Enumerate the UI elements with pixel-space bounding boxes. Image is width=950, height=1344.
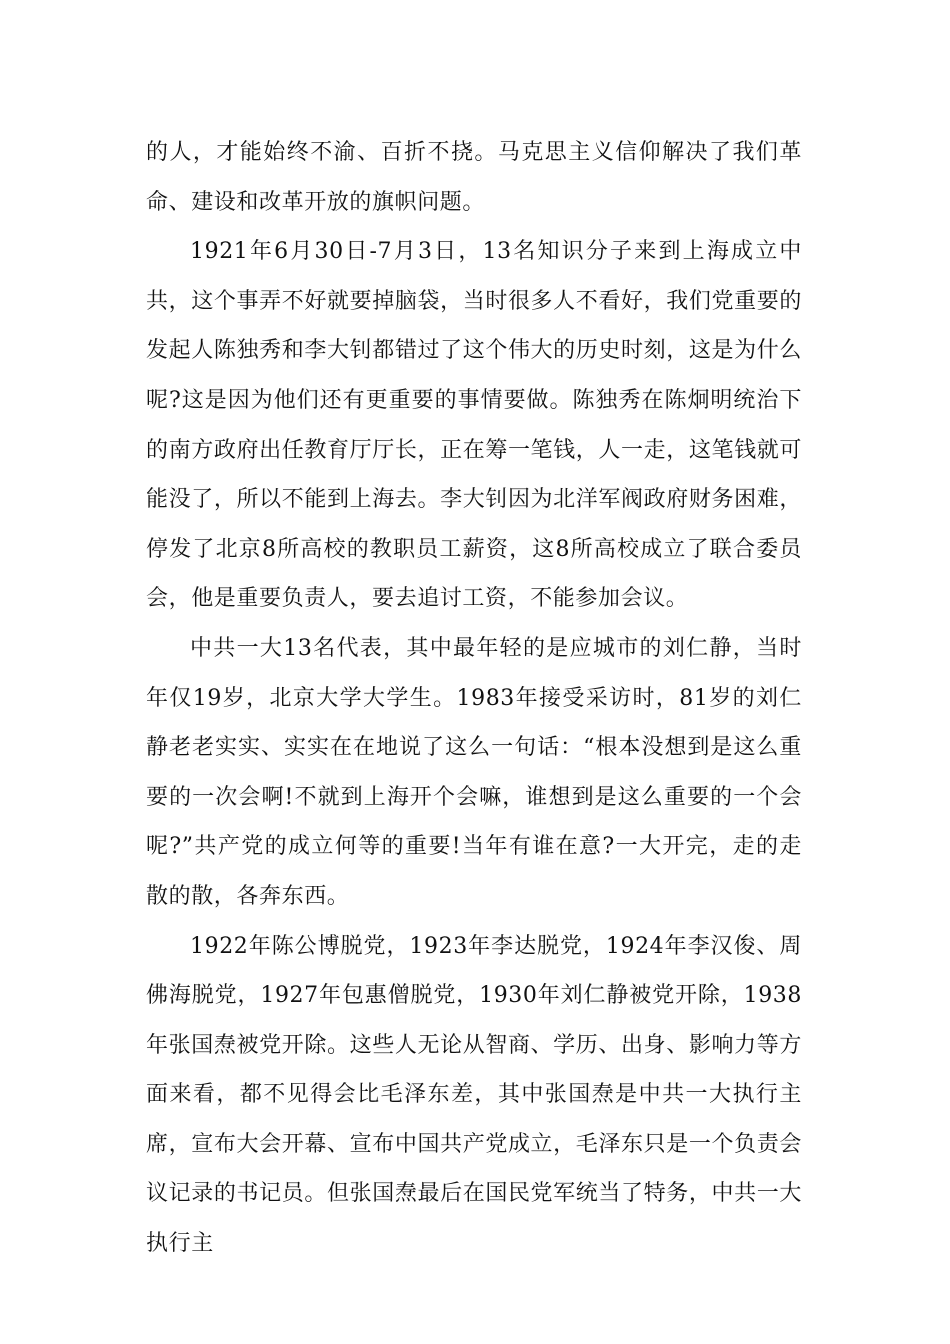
paragraph-2: 1921年6月30日-7月3日，13名知识分子来到上海成立中共，这个事弄不好就要掉脑袋，当时很多人不看好，我们党重要的发起人陈独秀和李大钊都错过了这个伟大的历史时刻，这是为什么呢?这是因为他们还有更重要的事情要做。陈独秀在陈炯明统治下的南方政府出任教育厅厅长，正在筹一笔钱，人一走，这笔钱就可能没了，所以不能到上海去。李大钊因为北洋军阀政府财务困难，停发了北京8所高校的教职员工薪资，这8所高校成立了联合委员会，他是重要负责人，要去追讨工资，不能参加会议。 xyxy=(146,239,802,612)
paragraph-3: 中共一大13名代表，其中最年轻的是应城市的刘仁静，当时年仅19岁，北京大学大学生。1983年接受采访时，81岁的刘仁静老老实实、实实在在地说了这么一句话：“根本没想到是这么重要的一次会啊!不就到上海开个会嘛，谁想到是这么重要的一个会呢?”共产党的成立何等的重要!当年有谁在意?一大开完，走的走散的散，各奔东西。 xyxy=(146,635,802,909)
document-body xyxy=(146,128,802,1269)
paragraph-1: 的人，才能始终不渝、百折不挠。马克思主义信仰解决了我们革命、建设和改革开放的旗帜问题。 xyxy=(146,140,802,215)
paragraph-4: 1922年陈公博脱党，1923年李达脱党，1924年李汉俊、周佛海脱党，1927年包惠僧脱党，1930年刘仁静被党开除，1938年张国焘被党开除。这些人无论从智商、学历、出身、影响力等方面来看，都不见得会比毛泽东差，其中张国焘是中共一大执行主席，宣布大会开幕、宣布中国共产党成立，毛泽东只是一个负责会议记录的书记员。但张国焘最后在国民党军统当了特务，中共一大执行主 xyxy=(146,933,802,1257)
